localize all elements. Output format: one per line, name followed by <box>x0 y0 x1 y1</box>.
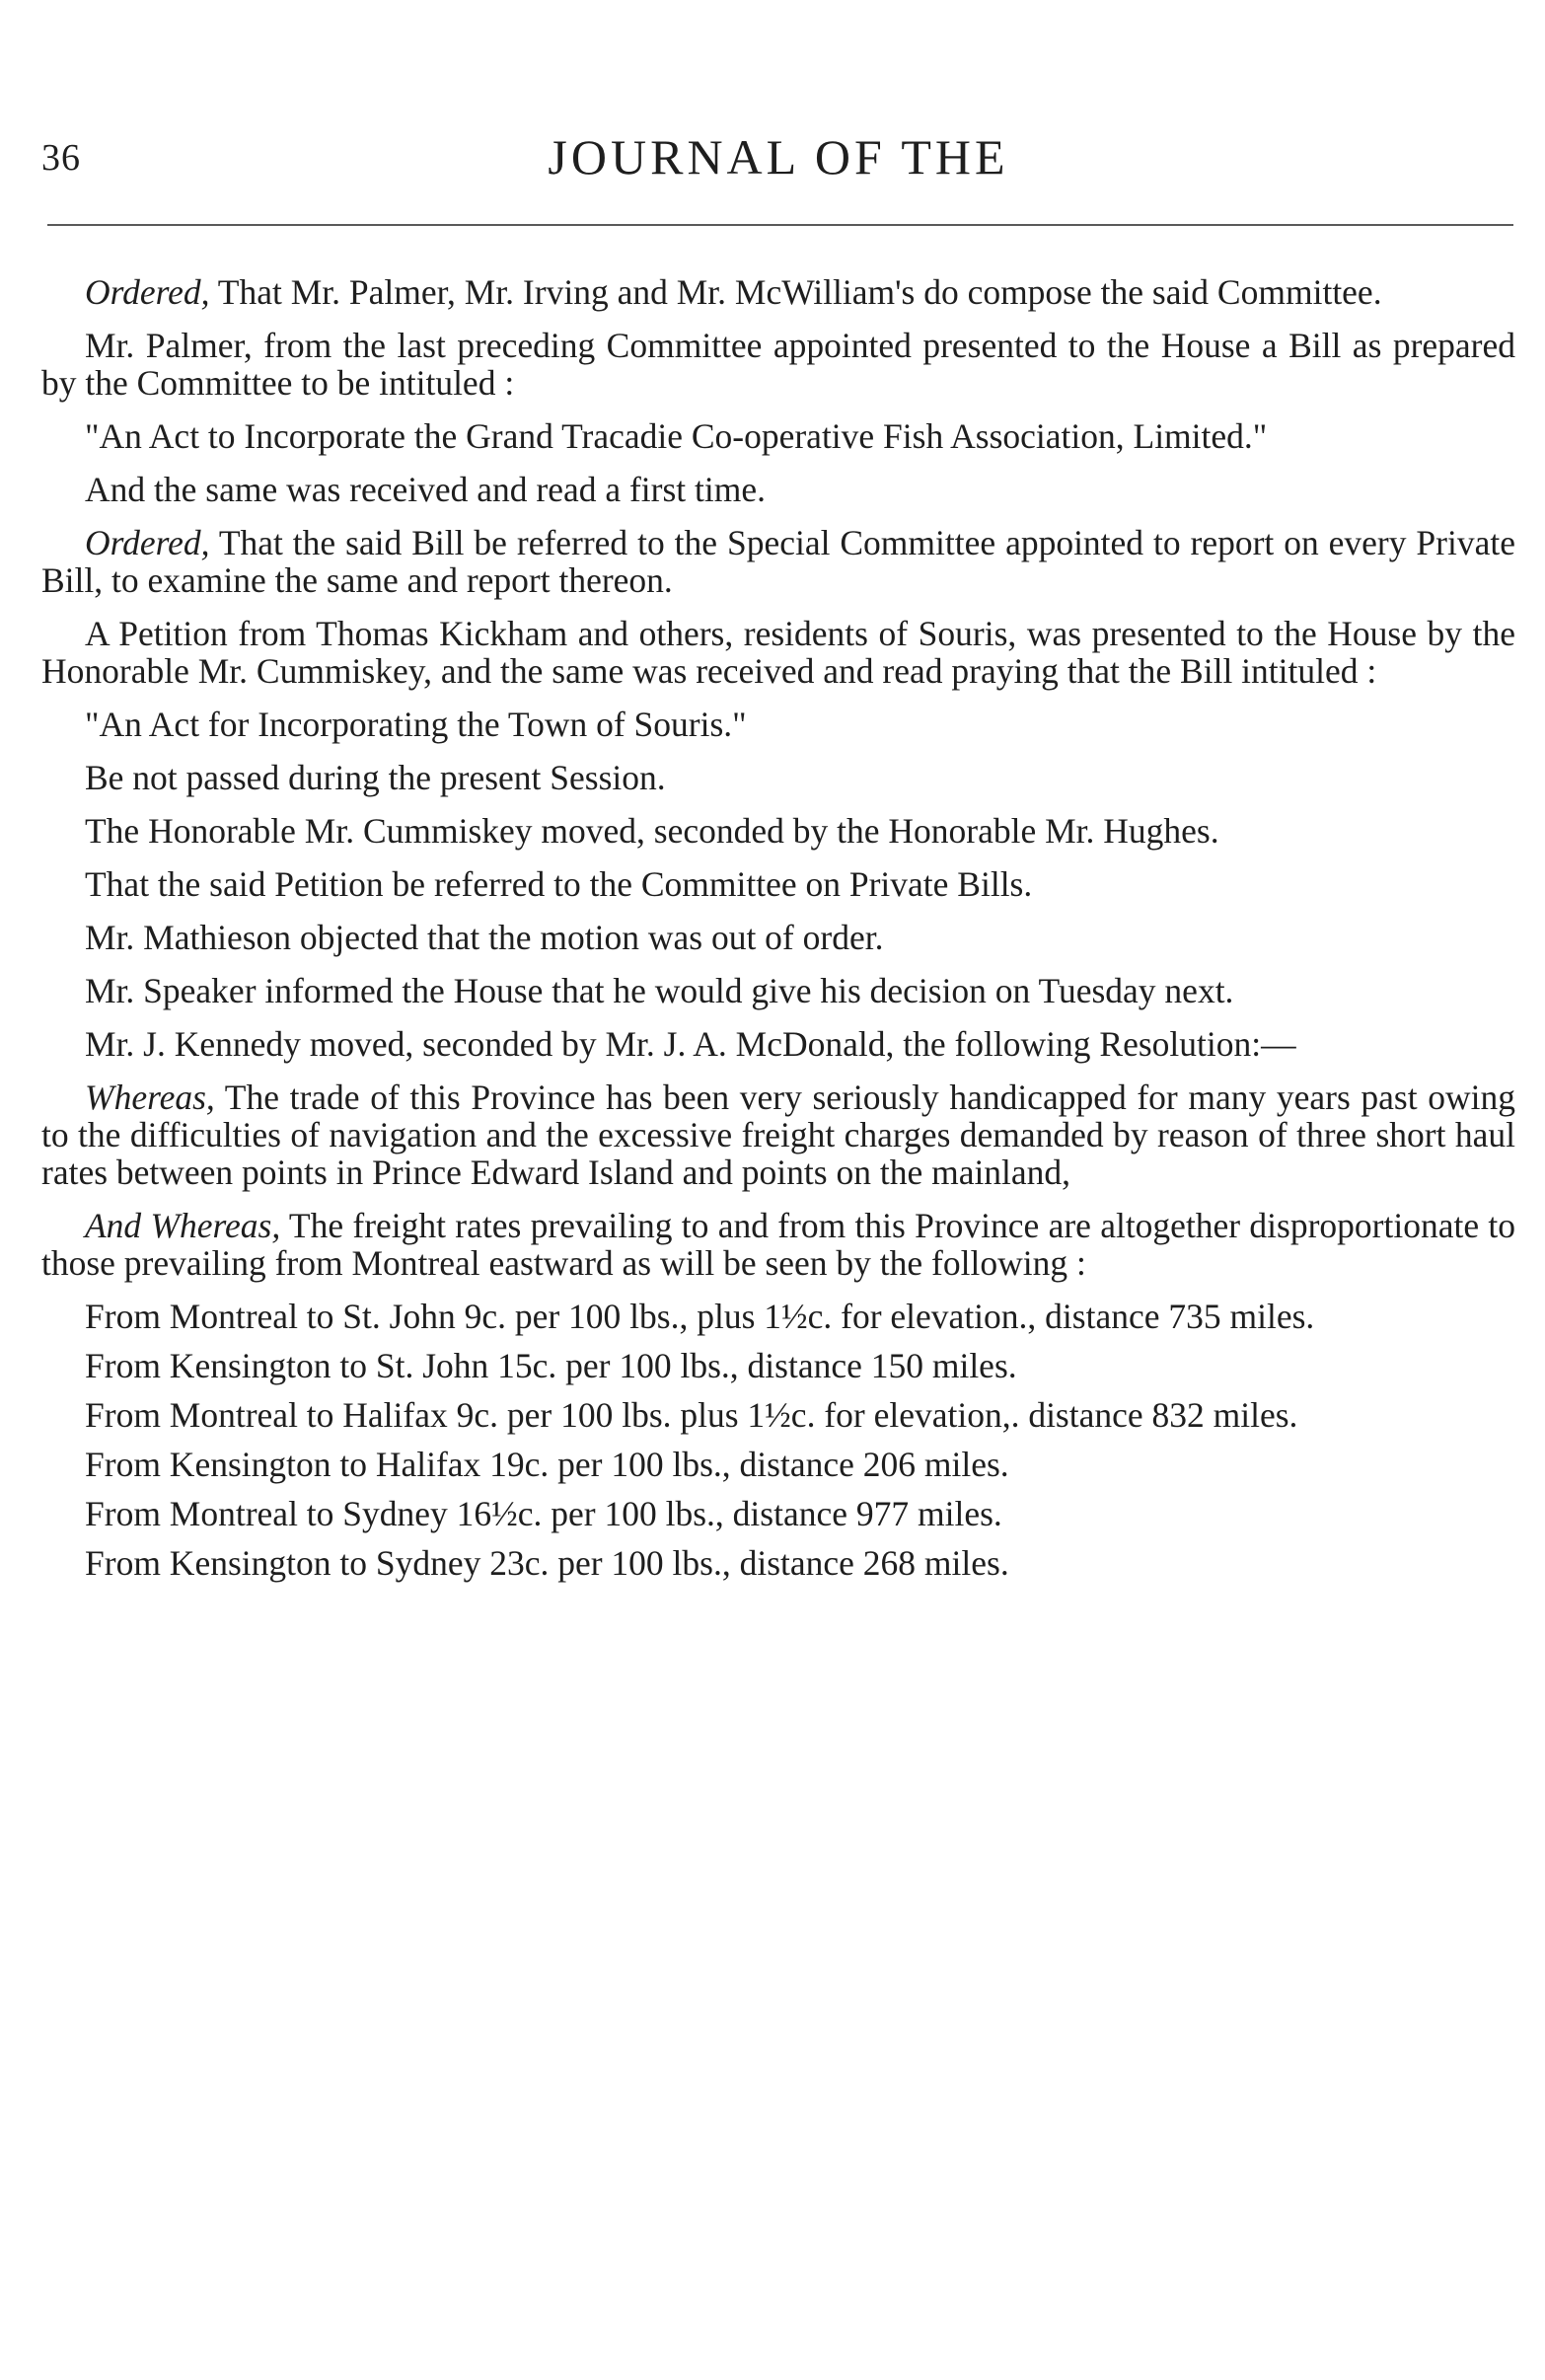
paragraph-text: Mr. Palmer, from the last preceding Committee appointed presented to the House a Bill as prepared by the Committee to be intituled : <box>41 326 1515 403</box>
paragraph <box>41 471 1515 508</box>
journal-body <box>41 273 1515 1594</box>
paragraph-text: "An Act for Incorporating the Town of Souris." <box>85 705 747 744</box>
paragraph <box>41 1078 1515 1191</box>
paragraph-text: Be not passed during the present Session. <box>85 758 666 797</box>
paragraph <box>41 706 1515 743</box>
paragraph <box>41 972 1515 1009</box>
paragraph <box>41 524 1515 599</box>
paragraph-lead: Ordered, <box>85 272 210 312</box>
paragraph <box>41 812 1515 850</box>
paragraph-lead: And Whereas, <box>85 1206 281 1245</box>
page-number: 36 <box>41 137 81 179</box>
paragraph-text: The freight rates prevailing to and from this Province are altogether disproportionate to those prevailing from Montreal eastward as will be seen by the following : <box>41 1206 1515 1283</box>
paragraph-text: The Honorable Mr. Cummiskey moved, seconded by the Honorable Mr. Hughes. <box>85 811 1219 851</box>
paragraph-text: Mr. Speaker informed the House that he would give his decision on Tuesday next. <box>85 971 1234 1010</box>
paragraph-text: That the said Bill be referred to the Special Committee appointed to report on every Private Bill, to examine the same and report thereon. <box>41 523 1515 600</box>
rate-line: From Kensington to Halifax 19c. per 100 lbs., distance 206 miles. <box>85 1445 1009 1484</box>
paragraph <box>41 273 1515 311</box>
paragraph <box>41 1207 1515 1282</box>
paragraph-text: Mr. J. Kennedy moved, seconded by Mr. J. A. McDonald, the following Resolution:— <box>85 1024 1296 1064</box>
paragraph-lead: Ordered, <box>85 523 210 562</box>
header-rule <box>47 224 1513 226</box>
paragraph-text: The trade of this Province has been very seriously handicapped for many years past owing to the difficulties of navigation and the excessive freight charges demanded by reason of three short haul rates between points in Prince Edward Island and points on the mainland, <box>41 1078 1515 1192</box>
paragraph-lead: Whereas, <box>85 1078 215 1117</box>
paragraph-text: That the said Petition be referred to the Committee on Private Bills. <box>85 864 1033 904</box>
paragraph-text: And the same was received and read a first time. <box>85 470 766 509</box>
running-title: JOURNAL OF THE <box>548 129 1009 185</box>
rate-line: From Montreal to Halifax 9c. per 100 lbs. plus 1½c. for elevation,. distance 832 miles. <box>85 1395 1298 1435</box>
paragraph <box>41 615 1515 690</box>
journal-page <box>41 128 1515 1583</box>
paragraph <box>41 327 1515 402</box>
paragraph <box>41 919 1515 956</box>
rate-line: From Kensington to Sydney 23c. per 100 lbs., distance 268 miles. <box>85 1543 1009 1583</box>
rate-line: From Kensington to St. John 15c. per 100 lbs., distance 150 miles. <box>85 1346 1017 1385</box>
paragraph <box>41 759 1515 796</box>
paragraph <box>41 417 1515 455</box>
paragraph-text: That Mr. Palmer, Mr. Irving and Mr. McWilliam's do compose the said Committee. <box>209 272 1382 312</box>
paragraph <box>41 1025 1515 1063</box>
paragraph <box>41 865 1515 903</box>
paragraph-text: A Petition from Thomas Kickham and others, residents of Souris, was presented to the House by the Honorable Mr. Cummiskey, and the same was received and read praying that the Bill intituled : <box>41 614 1515 691</box>
rate-line: From Montreal to Sydney 16½c. per 100 lbs., distance 977 miles. <box>85 1494 1002 1533</box>
rate-line: From Montreal to St. John 9c. per 100 lbs., plus 1½c. for elevation., distance 735 miles. <box>85 1297 1315 1336</box>
paragraph-text: "An Act to Incorporate the Grand Tracadie Co-operative Fish Association, Limited." <box>85 416 1268 456</box>
paragraph-text: Mr. Mathieson objected that the motion was out of order. <box>85 918 884 957</box>
page-header <box>41 128 1515 197</box>
